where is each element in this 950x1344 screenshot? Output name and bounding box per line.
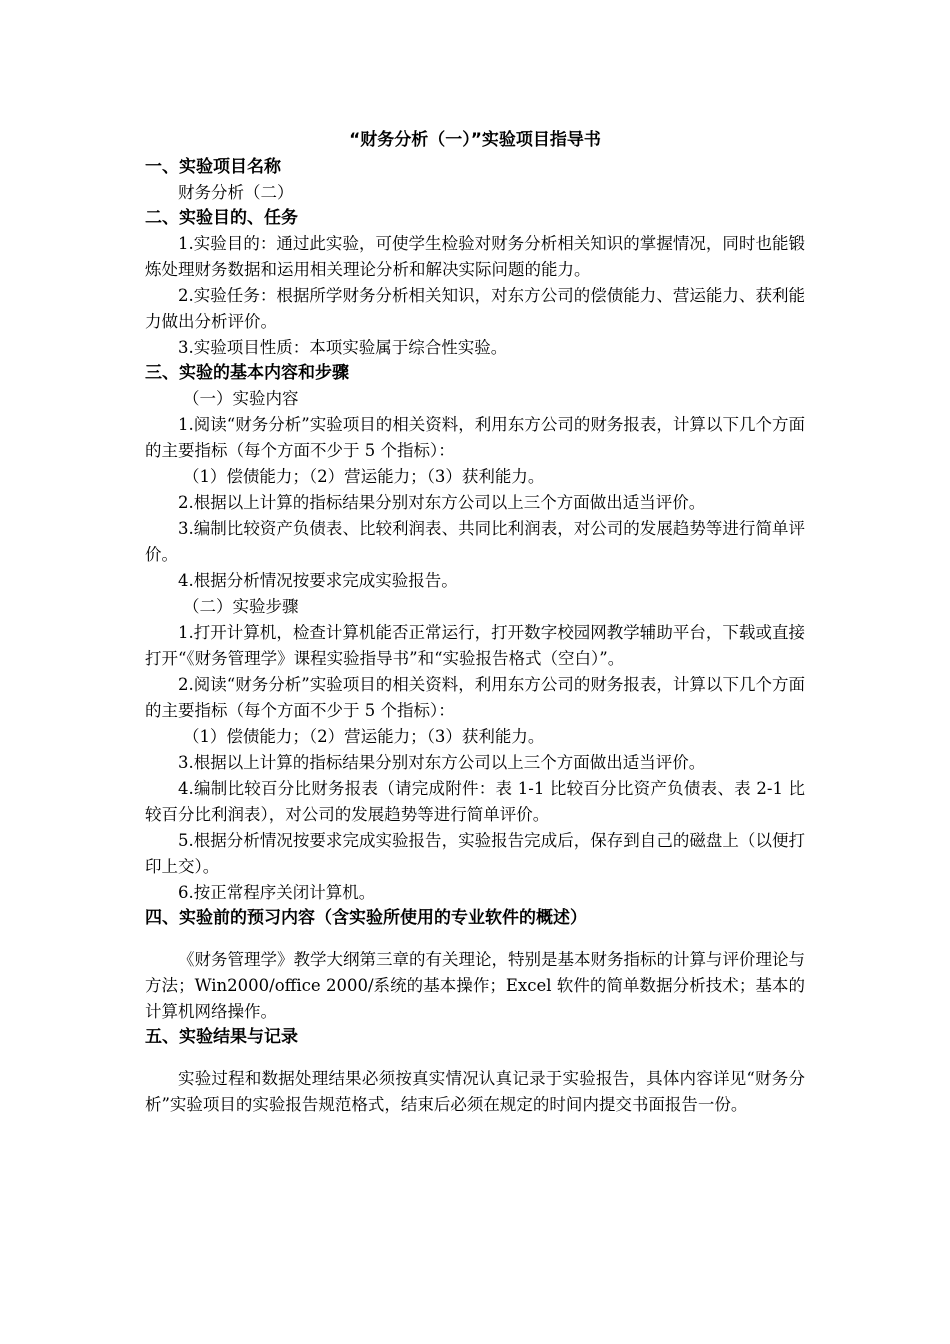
section-heading-5: 五、实验结果与记录 bbox=[145, 1027, 298, 1047]
section-heading-2: 二、实验目的、任务 bbox=[145, 208, 298, 228]
content-item-4: 3.编制比较资产负债表、比较利润表、共同比利润表，对公司的发展趋势等进行简单评价。 bbox=[145, 519, 805, 564]
section-heading-1: 一、实验项目名称 bbox=[145, 157, 281, 177]
content-item-3: 2.根据以上计算的指标结果分别对东方公司以上三个方面做出适当评价。 bbox=[178, 493, 706, 512]
section-heading-3: 三、实验的基本内容和步骤 bbox=[145, 363, 349, 383]
step-item-5: 4.编制比较百分比财务报表（请完成附件：表 1-1 比较百分比资产负债表、表 2-1 比较百分比利润表），对公司的发展趋势等进行简单评价。 bbox=[145, 779, 805, 824]
spacer bbox=[145, 931, 805, 947]
spacer bbox=[145, 1050, 805, 1066]
content-item-2: （1）偿债能力；（2）营运能力；（3）获利能力。 bbox=[182, 467, 545, 486]
document-page bbox=[145, 125, 805, 1118]
content-subheading: （一）实验内容 bbox=[182, 389, 299, 408]
steps-subheading: （二）实验步骤 bbox=[182, 597, 299, 616]
section-4-para-1: 《财务管理学》教学大纲第三章的有关理论，特别是基本财务指标的计算与评价理论与方法；Win2000/office 2000/系统的基本操作；Excel 软件的简单数据分析技术；基本的计算机网络操作。 bbox=[145, 950, 805, 1021]
content-item-1: 1.阅读“财务分析”实验项目的相关资料，利用东方公司的财务报表，计算以下几个方面的主要指标（每个方面不少于 5 个指标）： bbox=[145, 415, 805, 460]
content-item-5: 4.根据分析情况按要求完成实验报告。 bbox=[178, 571, 458, 590]
section-1-para-1: 财务分析（二） bbox=[178, 183, 294, 202]
step-item-6: 5.根据分析情况按要求完成实验报告，实验报告完成后，保存到自己的磁盘上（以便打印上交）。 bbox=[145, 831, 805, 876]
document-title: “财务分析（一）”实验项目指导书 bbox=[349, 130, 601, 150]
step-item-2: 2.阅读“财务分析”实验项目的相关资料，利用东方公司的财务报表，计算以下几个方面的主要指标（每个方面不少于 5 个指标）： bbox=[145, 675, 805, 720]
step-item-3: （1）偿债能力；（2）营运能力；（3）获利能力。 bbox=[182, 727, 545, 746]
section-5-para-1: 实验过程和数据处理结果必须按真实情况认真记录于实验报告，具体内容详见“财务分析”实验项目的实验报告规范格式，结束后必须在规定的时间内提交书面报告一份。 bbox=[145, 1069, 805, 1114]
step-item-7: 6.按正常程序关闭计算机。 bbox=[178, 883, 376, 902]
section-2-para-2: 2.实验任务：根据所学财务分析相关知识，对东方公司的偿债能力、营运能力、获利能力做出分析评价。 bbox=[145, 286, 805, 331]
step-item-4: 3.根据以上计算的指标结果分别对东方公司以上三个方面做出适当评价。 bbox=[178, 753, 706, 772]
section-2-para-1: 1.实验目的：通过此实验，可使学生检验对财务分析相关知识的掌握情况，同时也能锻炼处理财务数据和运用相关理论分析和解决实际问题的能力。 bbox=[145, 234, 805, 279]
section-heading-4: 四、实验前的预习内容（含实验所使用的专业软件的概述） bbox=[145, 908, 587, 928]
step-item-1: 1.打开计算机，检查计算机能否正常运行，打开数字校园网教学辅助平台，下载或直接打开“《财务管理学》课程实验指导书”和“实验报告格式（空白）”。 bbox=[145, 623, 805, 668]
section-2-para-3: 3.实验项目性质：本项实验属于综合性实验。 bbox=[178, 338, 508, 357]
